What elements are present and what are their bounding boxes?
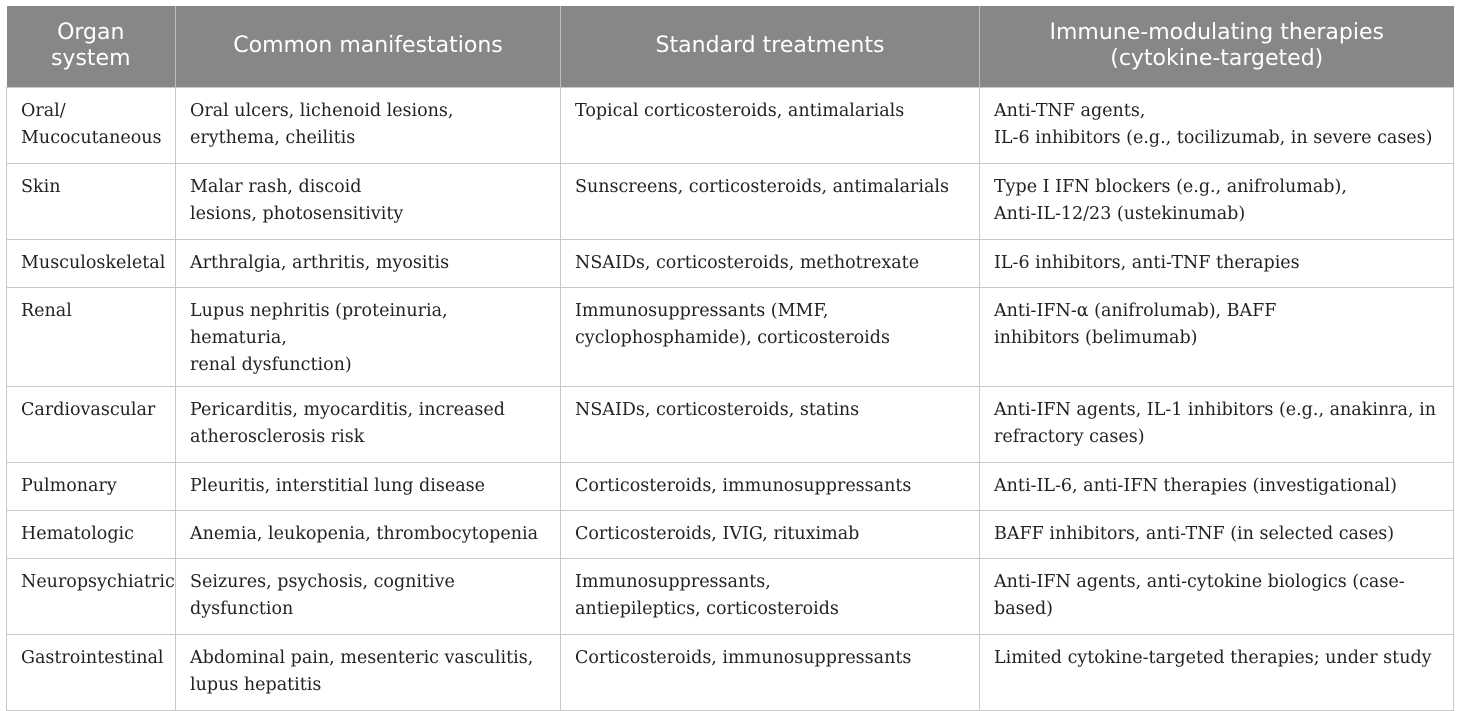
- cell-organ: Pulmonary: [7, 462, 176, 510]
- table-container: [6, 6, 1453, 711]
- cell-treatments: Corticosteroids, immunosuppressants: [561, 634, 980, 710]
- cell-treatments: Sunscreens, corticosteroids, antimalarials: [561, 163, 980, 239]
- cell-manifestations: Seizures, psychosis, cognitive dysfunction: [176, 558, 561, 634]
- cell-organ: Renal: [7, 287, 176, 386]
- header-immune-modulating-therapies: Immune-modulating therapies (cytokine-targeted): [980, 6, 1454, 87]
- cell-therapies: BAFF inhibitors, anti-TNF (in selected cases): [980, 510, 1454, 558]
- cell-therapies: IL-6 inhibitors, anti-TNF therapies: [980, 239, 1454, 287]
- table-row: [7, 163, 1454, 239]
- cell-therapies: Type I IFN blockers (e.g., anifrolumab), Anti-IL-12/23 (ustekinumab): [980, 163, 1454, 239]
- organ-system-table: [6, 6, 1454, 711]
- header-row: [7, 6, 1454, 87]
- table-row: [7, 634, 1454, 710]
- cell-organ: Oral/ Mucocutaneous: [7, 87, 176, 163]
- cell-therapies: Anti-TNF agents, IL-6 inhibitors (e.g., tocilizumab, in severe cases): [980, 87, 1454, 163]
- cell-treatments: NSAIDs, corticosteroids, statins: [561, 386, 980, 462]
- table-row: [7, 287, 1454, 386]
- cell-organ: Hematologic: [7, 510, 176, 558]
- table-row: [7, 239, 1454, 287]
- cell-manifestations: Malar rash, discoid lesions, photosensitivity: [176, 163, 561, 239]
- cell-organ: Cardiovascular: [7, 386, 176, 462]
- cell-treatments: Corticosteroids, IVIG, rituximab: [561, 510, 980, 558]
- table-row: [7, 87, 1454, 163]
- header-common-manifestations: Common manifestations: [176, 6, 561, 87]
- cell-treatments: Immunosuppressants (MMF, cyclophosphamide), corticosteroids: [561, 287, 980, 386]
- cell-organ: Neuropsychiatric: [7, 558, 176, 634]
- cell-organ: Gastrointestinal: [7, 634, 176, 710]
- cell-organ: Musculoskeletal: [7, 239, 176, 287]
- table-row: [7, 462, 1454, 510]
- cell-manifestations: Oral ulcers, lichenoid lesions, erythema, cheilitis: [176, 87, 561, 163]
- cell-therapies: Limited cytokine-targeted therapies; under study: [980, 634, 1454, 710]
- cell-manifestations: Pericarditis, myocarditis, increased atherosclerosis risk: [176, 386, 561, 462]
- table-row: [7, 510, 1454, 558]
- table-row: [7, 558, 1454, 634]
- cell-therapies: Anti-IFN-α (anifrolumab), BAFF inhibitors (belimumab): [980, 287, 1454, 386]
- cell-manifestations: Abdominal pain, mesenteric vasculitis, lupus hepatitis: [176, 634, 561, 710]
- header-standard-treatments: Standard treatments: [561, 6, 980, 87]
- cell-treatments: NSAIDs, corticosteroids, methotrexate: [561, 239, 980, 287]
- cell-organ: Skin: [7, 163, 176, 239]
- cell-treatments: Corticosteroids, immunosuppressants: [561, 462, 980, 510]
- cell-manifestations: Lupus nephritis (proteinuria, hematuria, renal dysfunction): [176, 287, 561, 386]
- cell-therapies: Anti-IFN agents, IL-1 inhibitors (e.g., anakinra, in refractory cases): [980, 386, 1454, 462]
- cell-manifestations: Anemia, leukopenia, thrombocytopenia: [176, 510, 561, 558]
- header-organ-system: Organ system: [7, 6, 176, 87]
- cell-therapies: Anti-IFN agents, anti-cytokine biologics (case-based): [980, 558, 1454, 634]
- table-row: [7, 386, 1454, 462]
- cell-treatments: Topical corticosteroids, antimalarials: [561, 87, 980, 163]
- cell-manifestations: Arthralgia, arthritis, myositis: [176, 239, 561, 287]
- cell-therapies: Anti-IL-6, anti-IFN therapies (investigational): [980, 462, 1454, 510]
- cell-manifestations: Pleuritis, interstitial lung disease: [176, 462, 561, 510]
- cell-treatments: Immunosuppressants, antiepileptics, corticosteroids: [561, 558, 980, 634]
